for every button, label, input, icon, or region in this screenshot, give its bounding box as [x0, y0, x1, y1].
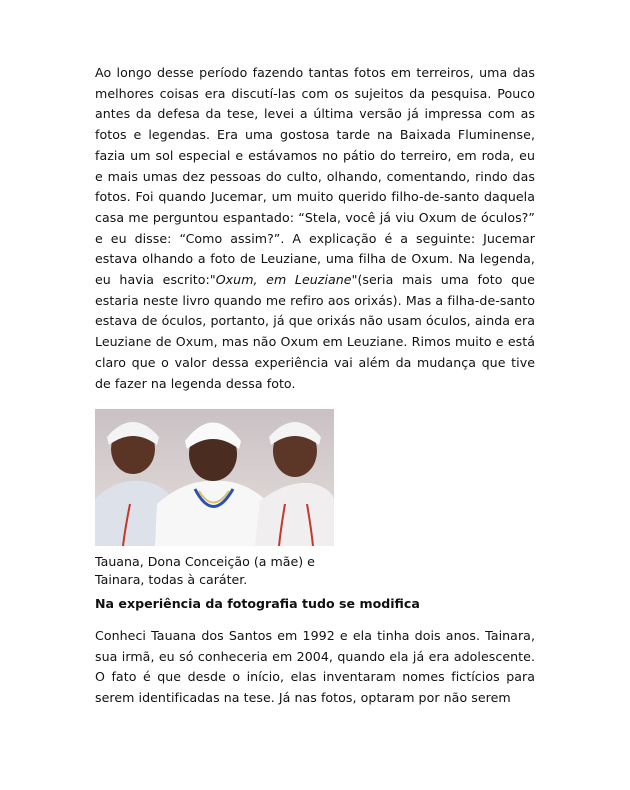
paragraph-part-1: Ao longo desse período fazendo tantas fotos em terreiros, uma das melhores coisas era discutí-las com os sujeitos da pesquisa. Pouco antes da defesa da tese, levei a última versão já impressa com as fotos e legendas. Era uma gostosa tarde na Baixada Fluminense, fazia um sol especial e estávamos no pátio do terreiro, em roda, eu e mais umas dez pessoas do culto, olhando, comentando, rindo das fotos. Foi quando Jucemar, um muito querido filho-de-santo daquela casa me perguntou espantado: “Stela, você já viu Oxum de óculos?” e eu disse: “Como assim?”. A explicação é a seguinte: Jucemar estava olhando a foto de Leuziane, uma filha de Oxum. Na legenda, eu havia escrito:: [95, 65, 535, 288]
body-paragraph-1: [95, 63, 535, 394]
family-photo: [95, 409, 334, 546]
paragraph-part-2: (seria mais uma foto que estaria neste livro quando me refiro aos orixás). Mas a filha-de-santo estava de óculos, portanto, já que orixás não usam óculos, ainda era Leuziane de Oxum, mas não Oxum em Leuziane. Rimos muito e está claro que o valor dessa experiência vai além da mudança que tive de fazer na legenda dessa foto.: [95, 272, 535, 391]
photo-caption: Tauana, Dona Conceição (a mãe) e Tainara, todas à caráter.: [95, 554, 315, 587]
italic-caption-quote: "Oxum, em Leuziane": [209, 272, 358, 288]
photo-illustration: [95, 409, 334, 546]
paragraph-text: [95, 63, 535, 394]
section-heading: Na experiência da fotografia tudo se modifica: [95, 596, 420, 611]
body-paragraph-2: [95, 626, 535, 709]
paragraph-2-text: Conheci Tauana dos Santos em 1992 e ela tinha dois anos. Tainara, sua irmã, eu só conheceria em 2004, quando ela já era adolescente. O fato é que desde o início, elas inventaram nomes fictícios para serem identificadas na tese. Já nas fotos, optaram por não serem: [95, 628, 535, 706]
